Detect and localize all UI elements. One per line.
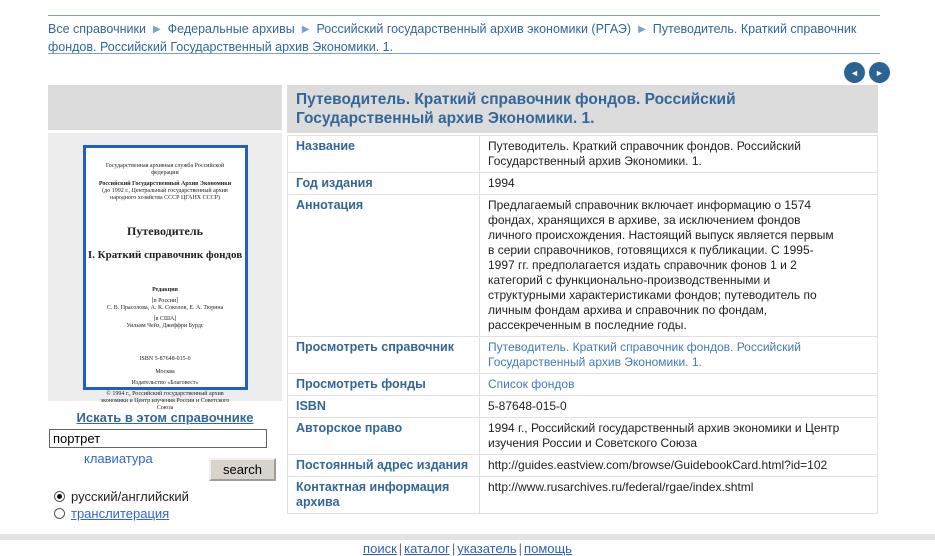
breadcrumb-separator-icon: ▶ xyxy=(301,24,310,35)
book-cover xyxy=(83,145,248,411)
search-radio-group xyxy=(48,489,282,521)
table-row xyxy=(288,477,878,514)
row-label: Контактная информация архива xyxy=(288,477,480,514)
breadcrumb-separator-icon: ▶ xyxy=(152,24,161,35)
table-row xyxy=(288,195,878,337)
row-value: 1994 xyxy=(488,176,515,190)
breadcrumb xyxy=(48,21,878,56)
radio-button-icon[interactable] xyxy=(54,491,65,502)
row-value-link[interactable]: Список фондов xyxy=(488,377,575,391)
keyboard-link[interactable]: клавиатура xyxy=(84,451,153,466)
cover-copyright: © 1994 г., Российский государственный архив экономики и Центр изучения России и Советского Союза xyxy=(100,390,230,411)
cover-editors-heading: Редакция xyxy=(152,286,178,293)
search-heading: Искать в этом справочнике xyxy=(76,410,254,425)
footer-divider xyxy=(0,534,935,540)
row-value-link[interactable]: Путеводитель. Краткий справочник фондов. Российский Государственный архив Экономики. 1. xyxy=(488,340,801,369)
radio-option[interactable] xyxy=(54,506,282,521)
footer-link[interactable]: помощь xyxy=(524,541,572,556)
search-panel xyxy=(48,410,282,521)
main-content xyxy=(287,85,878,514)
arrow-right-icon: ► xyxy=(875,67,884,78)
top-divider xyxy=(48,15,880,16)
row-value: Путеводитель. Краткий справочник фондов. Российский Государственный архив Экономики. 1. xyxy=(488,139,801,168)
radio-option[interactable] xyxy=(54,489,282,504)
info-table xyxy=(287,135,878,514)
cover-archive-name: Российский Государственный Архив Экономики xyxy=(98,180,232,187)
radio-button-icon[interactable] xyxy=(54,508,65,519)
footer-link[interactable]: указатель xyxy=(457,541,517,556)
cover-isbn: ISBN 5-87648-015-0 xyxy=(139,355,191,362)
sidebar-header-block xyxy=(48,85,282,130)
pager xyxy=(844,62,890,83)
table-row xyxy=(288,173,878,195)
next-page-button[interactable] xyxy=(869,62,890,83)
breadcrumb-separator-icon: ▶ xyxy=(638,24,646,35)
radio-label: русский/английский xyxy=(71,489,189,504)
table-row xyxy=(288,418,878,455)
breadcrumb-link[interactable]: Федеральные архивы xyxy=(167,22,295,36)
cover-title: Путеводитель xyxy=(127,223,203,238)
cover-editors-russia-label: [в России] xyxy=(151,297,179,304)
row-value: 1994 г., Российский государственный архив экономики и Центр изучения России и Советского Союза xyxy=(488,421,840,450)
table-row xyxy=(288,136,878,173)
search-button[interactable]: search xyxy=(209,458,276,481)
row-label: Аннотация xyxy=(288,195,480,337)
cover-agency-line: Государственная архивная служба Российской федерации xyxy=(105,162,225,176)
table-row xyxy=(288,374,878,396)
page-title: Путеводитель. Краткий справочник фондов. Российский Государственный архив Экономики. 1. xyxy=(287,85,878,133)
table-row xyxy=(288,337,878,374)
search-input[interactable] xyxy=(49,429,267,448)
footer-links xyxy=(0,541,935,556)
cover-archive-sub: (до 1992 г., Центральный государственный архив народного хозяйства СССР ЦГАНХ СССР) xyxy=(102,187,228,201)
table-row xyxy=(288,455,878,477)
row-value: Предлагаемый справочник включает информацию о 1574 фондах, хранящихся в архиве, за исключением фондов личного происхождения. Настоящий выпуск является первым в серии справочников, готовящихся к публикации. С 1995-1997 гг. предполагается издать справочник фонов 1 и 2 категорий с функционально-производственными и структурными характеристиками фондов; путеводитель по личным фондам архива и справочник по фондам, рассекреченным в последние годы. xyxy=(488,198,834,332)
row-label: Просмотреть фонды xyxy=(288,374,480,396)
footer-link[interactable]: поиск xyxy=(363,541,397,556)
cover-city: Москва xyxy=(155,368,175,375)
footer-separator: | xyxy=(518,541,523,556)
row-label: ISBN xyxy=(288,396,480,418)
search-controls xyxy=(48,451,282,481)
breadcrumb-link[interactable]: Российский государственный архив экономики (РГАЭ) xyxy=(316,22,632,36)
arrow-left-icon: ◄ xyxy=(850,67,859,78)
row-value: http://www.rusarchives.ru/federal/rgae/index.shtml xyxy=(488,480,754,494)
footer-link[interactable]: каталог xyxy=(404,541,450,556)
row-label: Постоянный адрес издания xyxy=(288,455,480,477)
prev-page-button[interactable] xyxy=(844,62,865,83)
cover-editors-usa-label: [в США] xyxy=(153,315,177,322)
radio-label[interactable]: транслитерация xyxy=(71,506,170,521)
cover-editors-russia: С. В. Прасолова, А. К. Соколов, Е. А. Тюрина xyxy=(106,304,224,311)
info-table-body xyxy=(288,136,878,514)
footer-separator: | xyxy=(398,541,403,556)
cover-subtitle: I. Краткий справочник фондов xyxy=(87,248,243,261)
row-label: Название xyxy=(288,136,480,173)
footer-separator: | xyxy=(451,541,456,556)
cover-editors-usa: Уильям Чейз, Джеффри Бурдс xyxy=(126,322,204,329)
breadcrumb-current: Путеводитель. Краткий справочник фондов. Российский Государственный архив Экономики. 1. xyxy=(48,22,857,54)
row-label: Авторское право xyxy=(288,418,480,455)
cover-publisher: Издательство «Благовест» xyxy=(131,379,199,386)
breadcrumb-link[interactable]: Все справочники xyxy=(48,22,146,36)
row-label: Просмотреть справочник xyxy=(288,337,480,374)
row-value: http://guides.eastview.com/browse/GuidebookCard.html?id=102 xyxy=(488,458,828,472)
breadcrumb-divider xyxy=(48,53,880,54)
row-value: 5-87648-015-0 xyxy=(488,399,567,413)
row-label: Год издания xyxy=(288,173,480,195)
book-cover-area xyxy=(48,133,282,411)
table-row xyxy=(288,396,878,418)
